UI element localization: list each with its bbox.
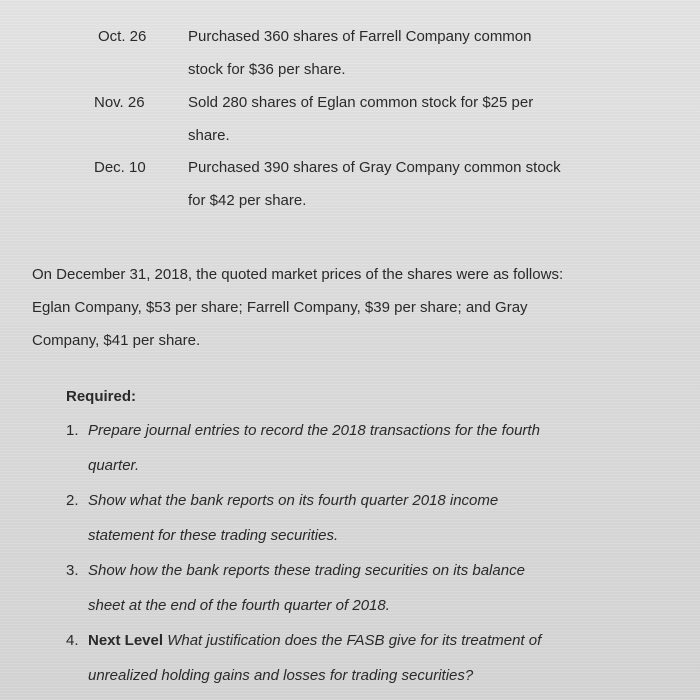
required-section (66, 380, 646, 693)
item-line: quarter. (88, 457, 140, 474)
paragraph-line: Company, $41 per share. (32, 332, 201, 349)
required-item (66, 413, 646, 483)
required-item (66, 483, 646, 553)
item-number: 1. (66, 422, 79, 439)
item-number: 2. (66, 492, 79, 509)
item-number: 4. (66, 632, 79, 649)
transaction-description-line: Purchased 390 shares of Gray Company common stock (188, 159, 561, 176)
item-line: Prepare journal entries to record the 2018 transactions for the fourth (88, 422, 540, 439)
transaction-dec-10 (94, 151, 618, 217)
transaction-date: Dec. 10 (94, 159, 146, 176)
item-line: statement for these trading securities. (88, 527, 339, 544)
transaction-description (188, 151, 608, 217)
transaction-date: Nov. 26 (94, 94, 145, 111)
item-number: 3. (66, 562, 79, 579)
next-level-label: Next Level (88, 632, 164, 649)
transaction-description (188, 20, 608, 86)
transaction-description-line: for $42 per share. (188, 192, 307, 209)
transaction-oct-26 (98, 20, 618, 86)
required-item (66, 623, 646, 693)
item-line: unrealized holding gains and losses for trading securities? (88, 667, 474, 684)
transaction-description-line: Purchased 360 shares of Farrell Company common (188, 28, 532, 45)
item-line: Show how the bank reports these trading securities on its balance (88, 562, 525, 579)
item-line-first (88, 623, 646, 658)
required-heading: Required: (66, 388, 137, 405)
transaction-date: Oct. 26 (98, 28, 147, 45)
transaction-description (188, 86, 608, 152)
transaction-description-line: share. (188, 127, 230, 144)
item-line: Show what the bank reports on its fourth quarter 2018 income (88, 492, 499, 509)
required-list (66, 413, 646, 693)
item-line: sheet at the end of the fourth quarter of 2018. (88, 597, 390, 614)
paragraph-line: Eglan Company, $53 per share; Farrell Company, $39 per share; and Gray (32, 299, 528, 316)
transaction-description-line: stock for $36 per share. (188, 61, 346, 78)
market-prices-paragraph (32, 258, 632, 357)
required-item (66, 553, 646, 623)
paragraph-line: On December 31, 2018, the quoted market prices of the shares were as follows: (32, 266, 564, 283)
transaction-description-line: Sold 280 shares of Eglan common stock for $25 per (188, 94, 534, 111)
transaction-nov-26 (94, 86, 618, 152)
item-line: What justification does the FASB give for its treatment of (163, 632, 542, 649)
